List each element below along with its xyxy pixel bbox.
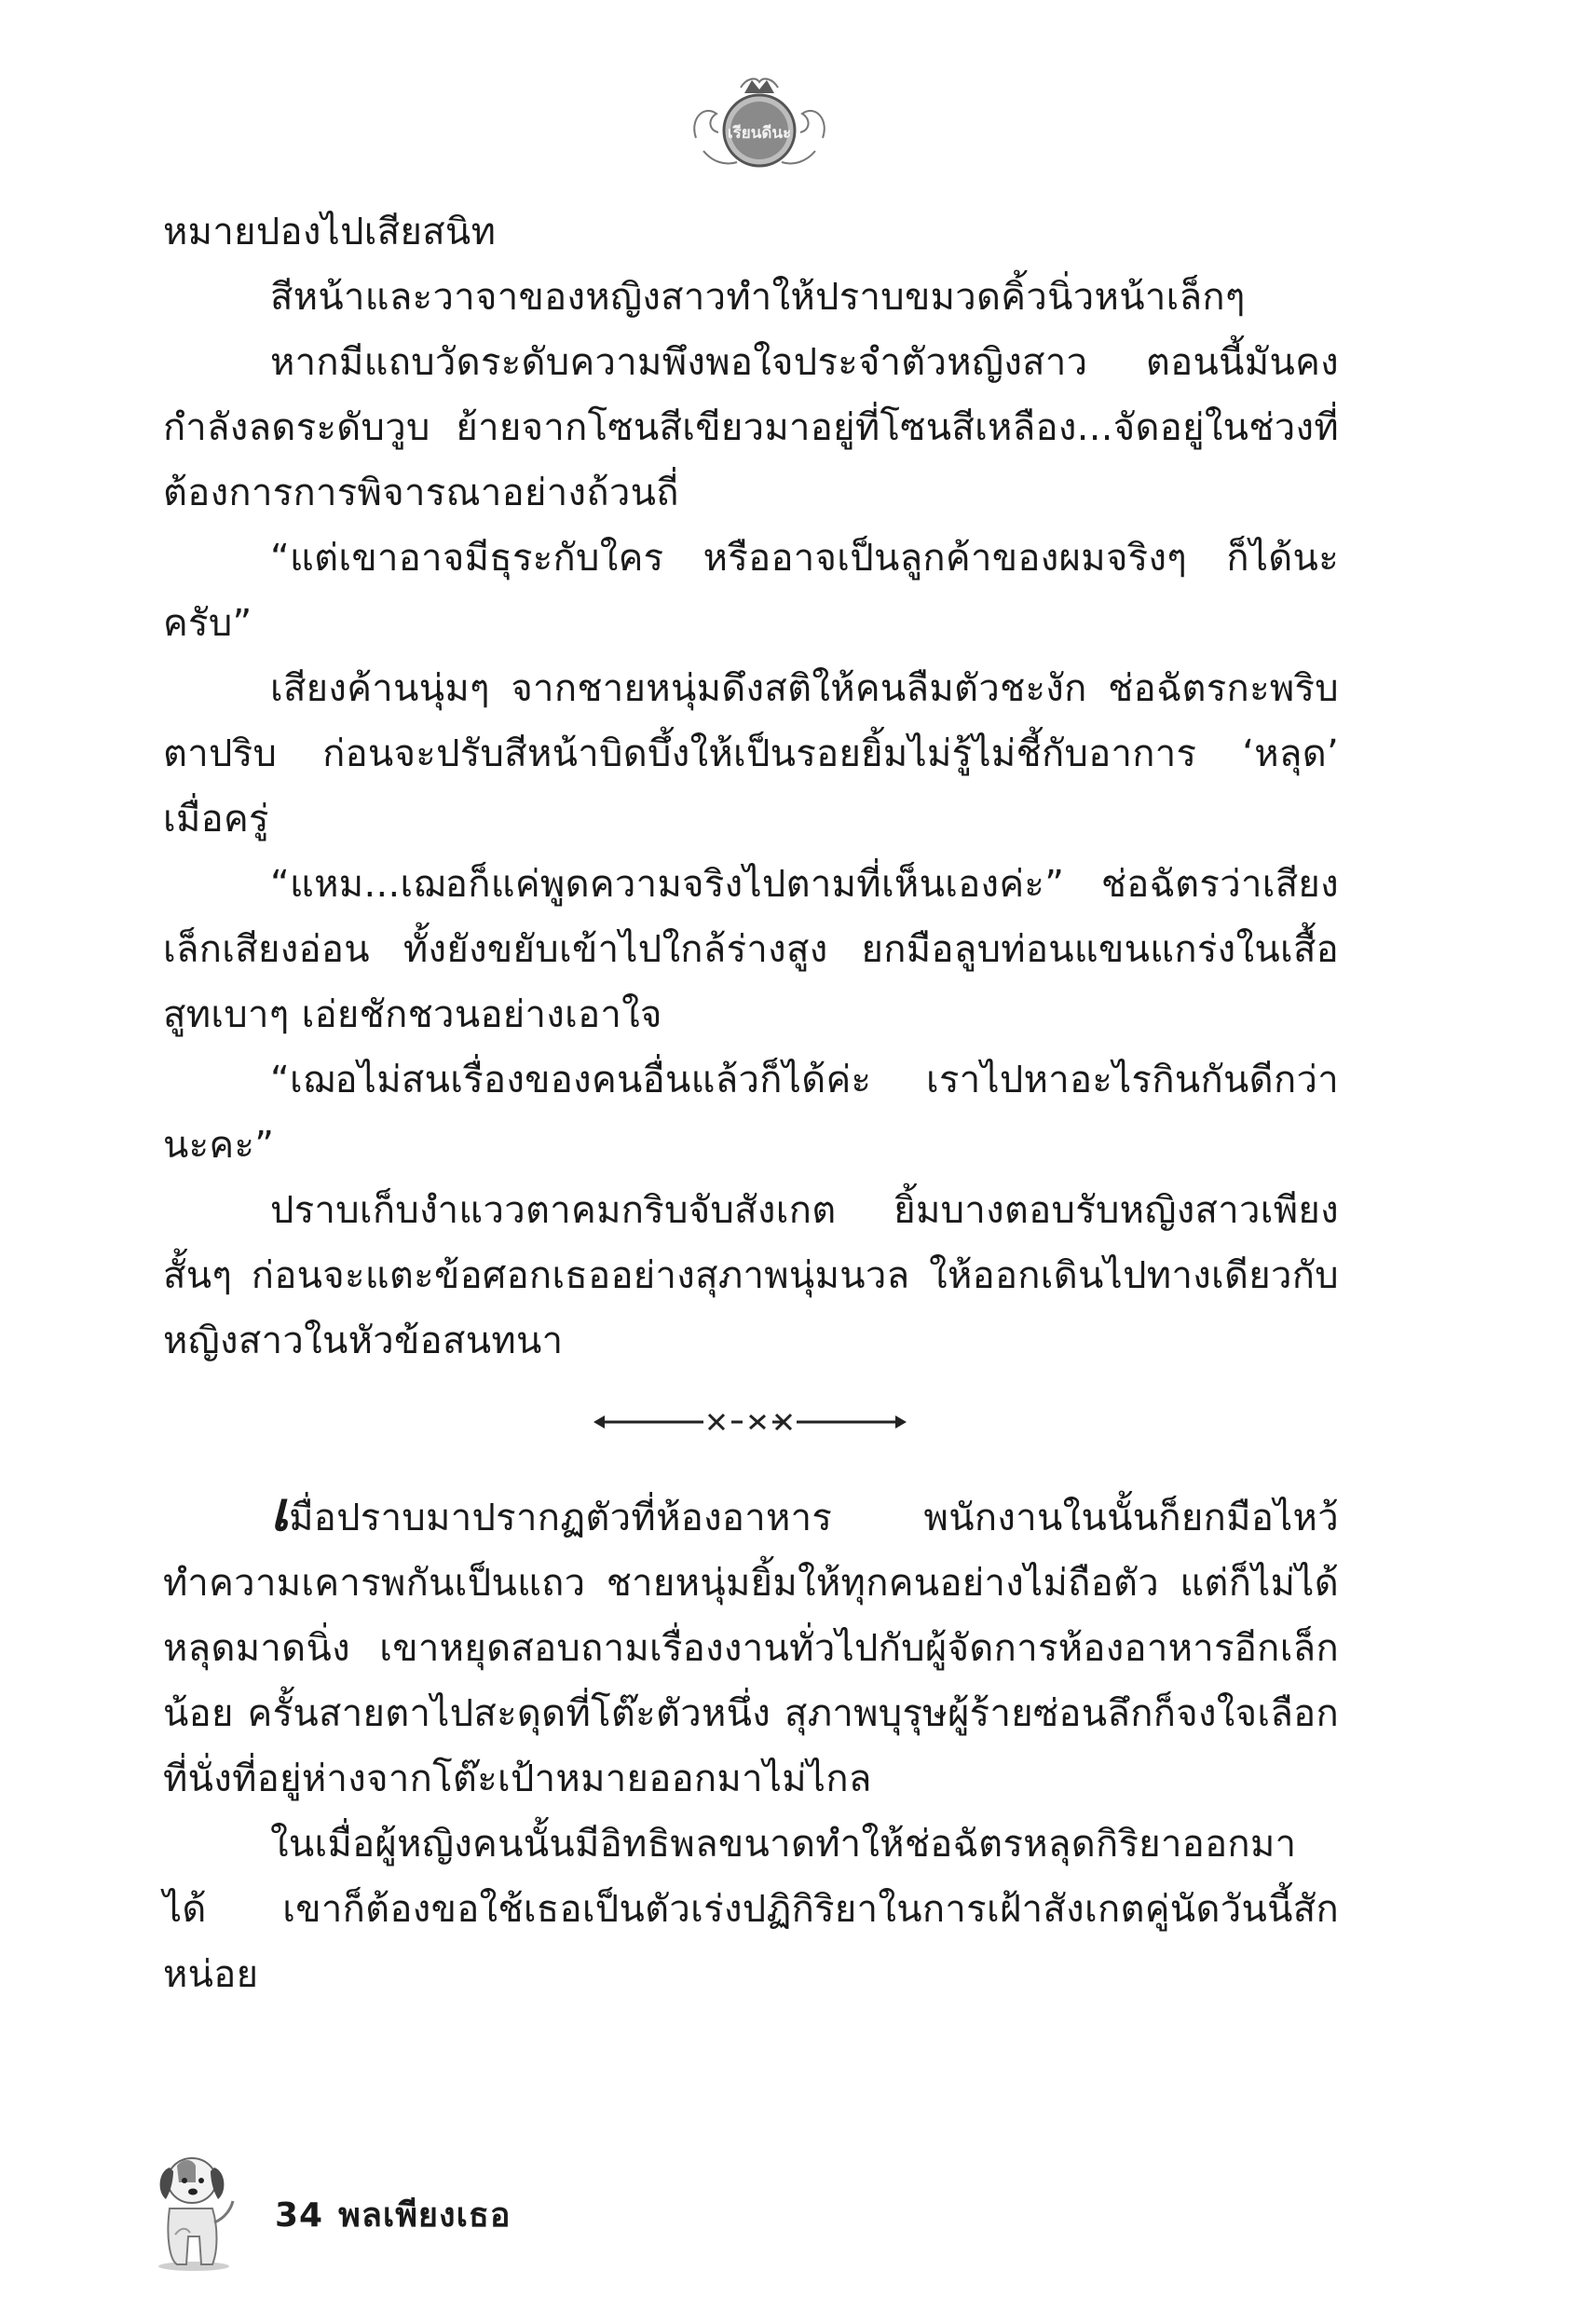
- puppy-icon: [149, 2134, 238, 2274]
- paragraph: หากมีแถบวัดระดับความพึงพอใจประจำตัวหญิงสาว ตอนนี้มันคงกำลังลดระดับวูบ ย้ายจากโซนสีเขียวมาอยู่ที่โซนสีเหลือง...จัดอยู่ในช่วงที่ต้องการการพิจารณาอย่างถ้วนถี่: [163, 341, 1339, 514]
- book-title: พลเพียงเธอ: [338, 2196, 512, 2235]
- paragraph: หมายปองไปเสียสนิท: [163, 211, 497, 253]
- page-folio: [275, 2188, 512, 2241]
- section-opening-paragraph: [163, 1480, 1339, 1812]
- paragraph: สีหน้าและวาจาของหญิงสาวทำให้ปราบขมวดคิ้วนิ่วหน้าเล็กๆ: [270, 276, 1246, 319]
- paragraph: เสียงค้านนุ่มๆ จากชายหนุ่มดึงสติให้คนลืมตัวชะงัก ช่อฉัตรกะพริบตาปริบ ก่อนจะปรับสีหน้าบิดบึ้งให้เป็นรอยยิ้มไม่รู้ไม่ชี้กับอาการ ‘หลุด’ เมื่อครู่: [163, 667, 1339, 841]
- body-text: [163, 199, 1339, 2007]
- svg-text:เรียนดีนะ: เรียนดีนะ: [727, 124, 792, 143]
- paragraph: “เฌอไม่สนเรื่องของคนอื่นแล้วก็ได้ค่ะ เราไปหาอะไรกินกันดีกว่านะคะ”: [163, 1059, 1339, 1167]
- paragraph: ปราบเก็บงำแววตาคมกริบจับสังเกต ยิ้มบางตอบรับหญิงสาวเพียงสั้นๆ ก่อนจะแตะข้อศอกเธออย่างสุภาพนุ่มนวล ให้ออกเดินไปทางเดียวกับหญิงสาวในหัวข้อสนทนา: [163, 1189, 1339, 1362]
- paragraph: ในเมื่อผู้หญิงคนนั้นมีอิทธิพลขนาดทำให้ช่อฉัตรหลุดกิริยาออกมาได้ เขาก็ต้องขอใช้เธอเป็นตัวเร่งปฏิกิริยาในการเฝ้าสังเกตคู่นัดวันนี้สักหน่อย: [163, 1823, 1339, 1996]
- ornamental-crest-icon: [685, 65, 834, 182]
- page-number: 34: [275, 2196, 324, 2235]
- paragraph: “แหม...เฌอก็แค่พูดความจริงไปตามที่เห็นเองค่ะ” ช่อฉัตรว่าเสียงเล็กเสียงอ่อน ทั้งยังขยับเข้าไปใกล้ร่างสูง ยกมือลูบท่อนแขนแกร่งในเสื้อสูทเบาๆ เอ่ยชักชวนอย่างเอาใจ: [163, 863, 1339, 1036]
- drop-cap: เ: [270, 1480, 290, 1543]
- paragraph: “แต่เขาอาจมีธุระกับใคร หรืออาจเป็นลูกค้าของผมจริงๆ ก็ได้นะครับ”: [163, 537, 1339, 645]
- page-footer: [149, 2134, 708, 2274]
- ornamental-divider-icon: [163, 1374, 1339, 1485]
- paragraph-text: มื่อปราบมาปรากฏตัวที่ห้องอาหาร พนักงานในนั้นก็ยกมือไหว้ทำความเคารพกันเป็นแถว ชายหนุ่มยิ้มให้ทุกคนอย่างไม่ถือตัว แต่ก็ไม่ได้หลุดมาดนิ่ง เขาหยุดสอบถามเรื่องงานทั่วไปกับผู้จัดการห้องอาหารอีกเล็กน้อย ครั้นสายตาไปสะดุดที่โต๊ะตัวหนึ่ง สุภาพบุรุษผู้ร้ายซ่อนลึกก็จงใจเลือกที่นั่งที่อยู่ห่างจากโต๊ะเป้าหมายออกมาไม่ไกล: [163, 1497, 1339, 1800]
